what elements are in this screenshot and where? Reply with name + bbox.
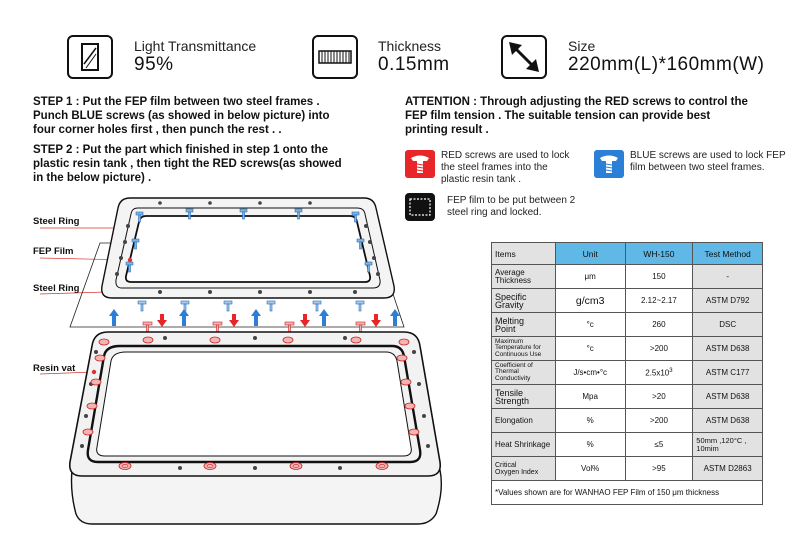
value-base: 2.5x10 — [645, 368, 670, 378]
step2-line: in the below picture) . — [33, 172, 152, 184]
unit-cell: Vol% — [555, 457, 625, 481]
item-line: Thermal — [495, 368, 519, 376]
value-cell: >20 — [625, 385, 693, 409]
item-line: Tensile — [495, 387, 524, 398]
thickness-label: Thickness — [378, 38, 442, 54]
thickness-value: 0.15mm — [378, 54, 450, 75]
item-cell — [492, 409, 556, 433]
size-label: Size — [568, 38, 596, 54]
table-row — [492, 385, 763, 409]
table-row — [492, 265, 763, 289]
steel-ring-bottom-label: Steel Ring — [33, 283, 80, 294]
item-cell — [492, 385, 556, 409]
legend-line: the steel frames into the — [441, 162, 548, 173]
table-row — [492, 361, 763, 385]
method-cell: 50mm ,120°C , 10mim — [693, 433, 763, 457]
value-exponent: 3 — [669, 367, 673, 374]
step2-line: STEP 2 : Put the part which finished in step 1 onto the — [33, 144, 328, 156]
item-cell — [492, 361, 556, 385]
value-cell: 2.12~2.17 — [625, 289, 693, 313]
method-cell: ASTM D638 — [693, 385, 763, 409]
light-transmittance-label: Light Transmittance — [134, 38, 257, 54]
attention-note — [405, 95, 748, 137]
steel-ring-top-label: Steel Ring — [33, 216, 80, 227]
step1-line: Punch BLUE screws (as showed in below picture) into — [33, 110, 330, 122]
size-value: 220mm(L)*160mm(W) — [568, 54, 765, 75]
legend-line: BLUE screws are used to lock FEP — [630, 150, 786, 161]
table-row — [492, 313, 763, 337]
step1-line: four corner holes first , then punch the rest . . — [33, 124, 282, 136]
red-screw-icon — [405, 150, 435, 178]
header-unit: Unit — [555, 243, 625, 265]
unit-cell: °c — [555, 337, 625, 361]
steel-ring-assembly — [102, 198, 395, 298]
legend-line: FEP film to be put between 2 — [447, 195, 576, 206]
method-cell: DSC — [693, 313, 763, 337]
item-line: Temperature for — [495, 344, 541, 352]
table-row — [492, 289, 763, 313]
table-row — [492, 457, 763, 481]
step2-instructions — [33, 143, 342, 185]
item-cell — [492, 289, 556, 313]
method-cell: ASTM C177 — [693, 361, 763, 385]
unit-cell: °c — [555, 313, 625, 337]
fep-properties-table — [491, 242, 763, 505]
unit-cell: Mpa — [555, 385, 625, 409]
item-line: Elongation — [495, 415, 533, 425]
value-cell: >200 — [625, 337, 693, 361]
blue-screw-description — [630, 150, 786, 174]
item-line: Critical — [495, 461, 517, 469]
legend-line: plastic resin tank . — [441, 174, 522, 185]
table-row — [492, 409, 763, 433]
table-note-row — [492, 481, 763, 505]
value-cell: >95 — [625, 457, 693, 481]
value-cell: 260 — [625, 313, 693, 337]
legend-line: RED screws are used to lock — [441, 150, 570, 161]
method-cell: ASTM D2863 — [693, 457, 763, 481]
film-thickness-icon — [312, 35, 358, 79]
item-line: Conductivity — [495, 374, 531, 382]
item-line: Thickness — [495, 275, 532, 285]
legend-line: film between two steel frames. — [630, 162, 765, 173]
item-line: Strength — [495, 395, 530, 406]
item-line: Point — [495, 323, 516, 334]
attention-line: printing result . — [405, 124, 489, 136]
value-cell — [625, 361, 693, 385]
header-test-method: Test Method — [693, 243, 763, 265]
item-line: Coefficient of — [495, 361, 533, 369]
method-cell: ASTM D638 — [693, 409, 763, 433]
item-line: Continuous Use — [495, 350, 542, 358]
table-row — [492, 337, 763, 361]
unit-cell: μm — [555, 265, 625, 289]
item-line: Heat Shrinkage — [495, 439, 551, 449]
item-cell — [492, 433, 556, 457]
item-cell — [492, 313, 556, 337]
unit-cell: g/cm3 — [555, 289, 625, 313]
step1-instructions — [33, 95, 330, 137]
unit-cell: % — [555, 433, 625, 457]
item-line: Oxygen Index — [495, 468, 539, 476]
header-items: Items — [492, 243, 556, 265]
item-line: Melting — [495, 315, 525, 326]
item-line: Gravity — [495, 299, 524, 310]
diagonal-arrows-icon — [501, 35, 547, 79]
light-transmittance-value: 95% — [134, 54, 174, 75]
method-cell: - — [693, 265, 763, 289]
table-note: *Values shown are for WANHAO FEP Film of 150 μm thickness — [492, 481, 763, 505]
value-cell: >200 — [625, 409, 693, 433]
unit-cell: J/s•cm•°c — [555, 361, 625, 385]
attention-line: FEP film tension . The suitable tension can provide best — [405, 110, 711, 122]
method-cell: ASTM D792 — [693, 289, 763, 313]
method-cell: ASTM D638 — [693, 337, 763, 361]
table-row — [492, 433, 763, 457]
item-line: Average — [495, 267, 525, 277]
item-cell — [492, 265, 556, 289]
value-cell: 150 — [625, 265, 693, 289]
step1-line: STEP 1 : Put the FEP film between two steel frames . — [33, 96, 320, 108]
glass-panel-icon — [67, 35, 113, 79]
legend-line: steel ring and locked. — [447, 207, 542, 218]
item-cell — [492, 457, 556, 481]
resin-vat — [70, 332, 442, 524]
attention-line: ATTENTION : Through adjusting the RED screws to control the — [405, 96, 748, 108]
item-line: Maximum — [495, 337, 524, 345]
unit-cell: % — [555, 409, 625, 433]
item-cell — [492, 337, 556, 361]
blue-screw-icon — [594, 150, 624, 178]
header-wh150: WH-150 — [625, 243, 693, 265]
fep-film-label: FEP Film — [33, 246, 74, 257]
step2-line: plastic resin tank , then tight the RED screws(as showed — [33, 158, 342, 170]
value-cell: ≤5 — [625, 433, 693, 457]
resin-vat-label: Resin vat — [33, 363, 76, 374]
item-line: Specific — [495, 291, 527, 302]
